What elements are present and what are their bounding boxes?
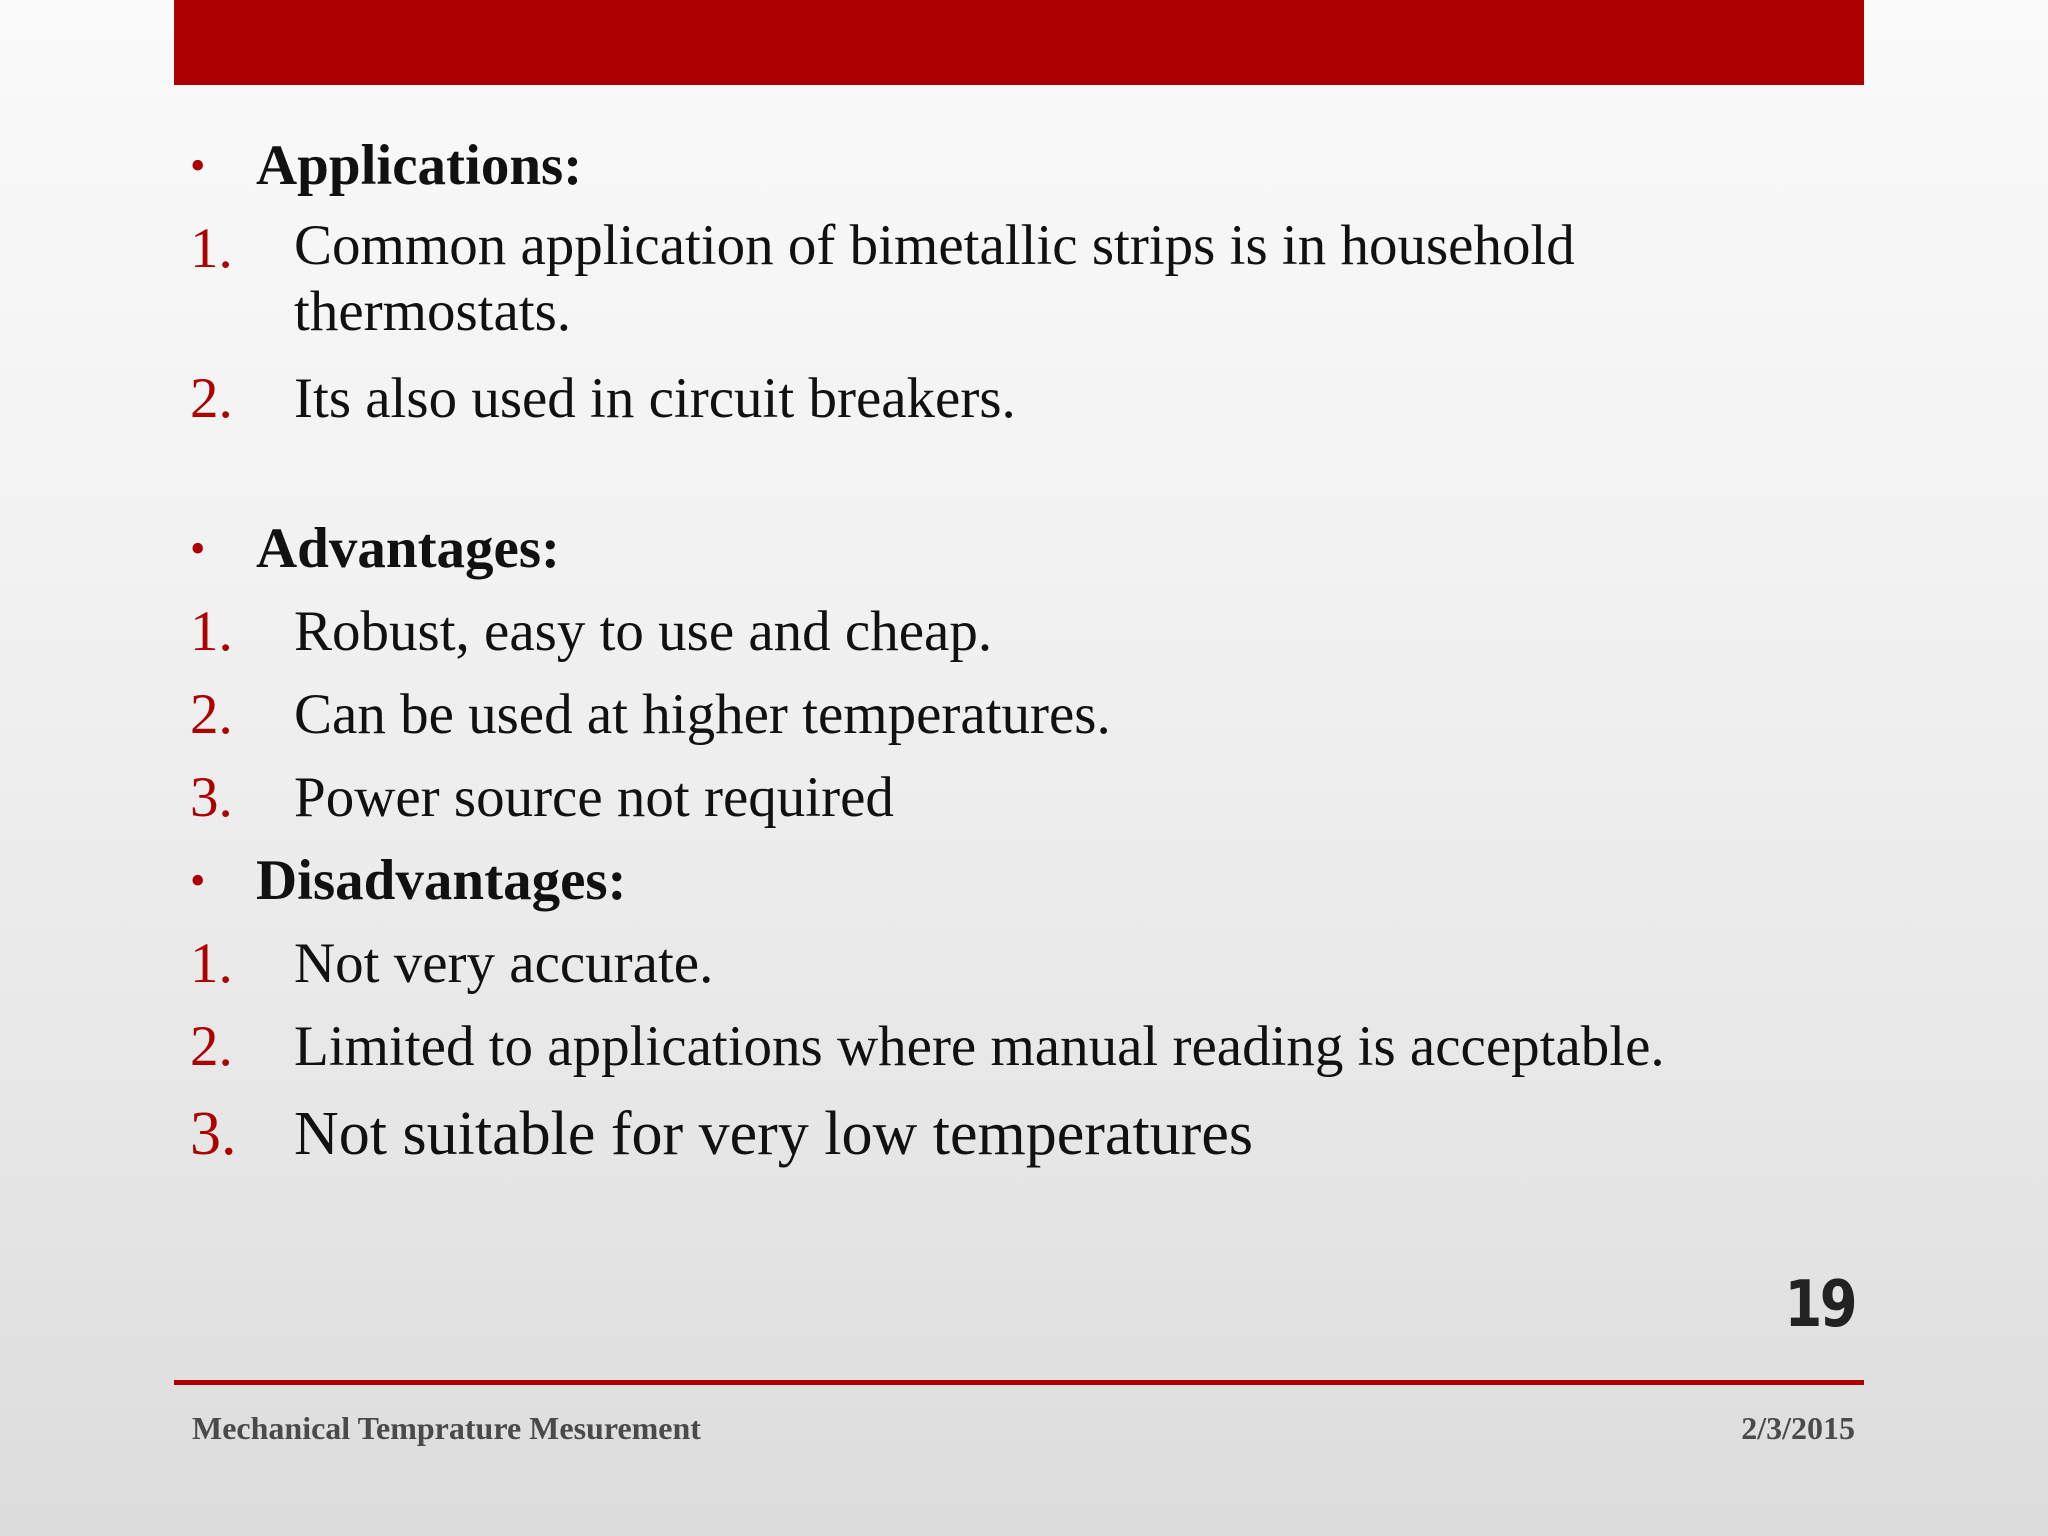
list-item [190, 673, 1860, 756]
list-text: Robust, easy to use and cheap. [294, 600, 993, 663]
footer-divider [174, 1380, 1864, 1385]
list-text: Common application of bimetallic strips is in household thermostats. [294, 214, 1575, 343]
page-number: 19 [1784, 1268, 1855, 1342]
list-text: Not very accurate. [294, 932, 714, 995]
list-item [190, 922, 1860, 1005]
bullet-icon: • [190, 856, 206, 905]
slide-content [190, 124, 1860, 1180]
heading-text: Disadvantages: [256, 849, 627, 912]
heading-text: Applications: [256, 134, 583, 197]
heading-text: Advantages: [256, 517, 561, 580]
list-text: Limited to applications where manual reading is acceptable. [294, 1015, 1665, 1078]
list-number: 2. [190, 367, 233, 430]
list-item [190, 207, 1860, 357]
list-number: 1. [190, 217, 233, 280]
bullet-icon: • [190, 141, 206, 190]
list-item [190, 756, 1860, 839]
footer-date: 2/3/2015 [1741, 1410, 1855, 1446]
list-item [190, 357, 1860, 440]
list-number: 1. [190, 600, 233, 663]
list-text: Power source not required [294, 766, 894, 829]
top-accent-bar [174, 0, 1864, 85]
list-number: 1. [190, 932, 233, 995]
list-text: Not suitable for very low temperatures [294, 1100, 1253, 1168]
section-heading-applications [190, 124, 1860, 207]
footer-title: Mechanical Temprature Mesurement [192, 1410, 701, 1446]
list-number: 2. [190, 1015, 233, 1078]
list-number: 2. [190, 683, 233, 746]
section-heading-advantages [190, 507, 1860, 590]
section-heading-disadvantages [190, 839, 1860, 922]
list-item [190, 1088, 1860, 1180]
list-number: 3. [190, 1100, 237, 1168]
list-text: Can be used at higher temperatures. [294, 683, 1111, 746]
list-item [190, 1005, 1860, 1088]
list-text: Its also used in circuit breakers. [294, 367, 1016, 430]
list-item [190, 590, 1860, 673]
bullet-icon: • [190, 524, 206, 573]
list-number: 3. [190, 766, 233, 829]
